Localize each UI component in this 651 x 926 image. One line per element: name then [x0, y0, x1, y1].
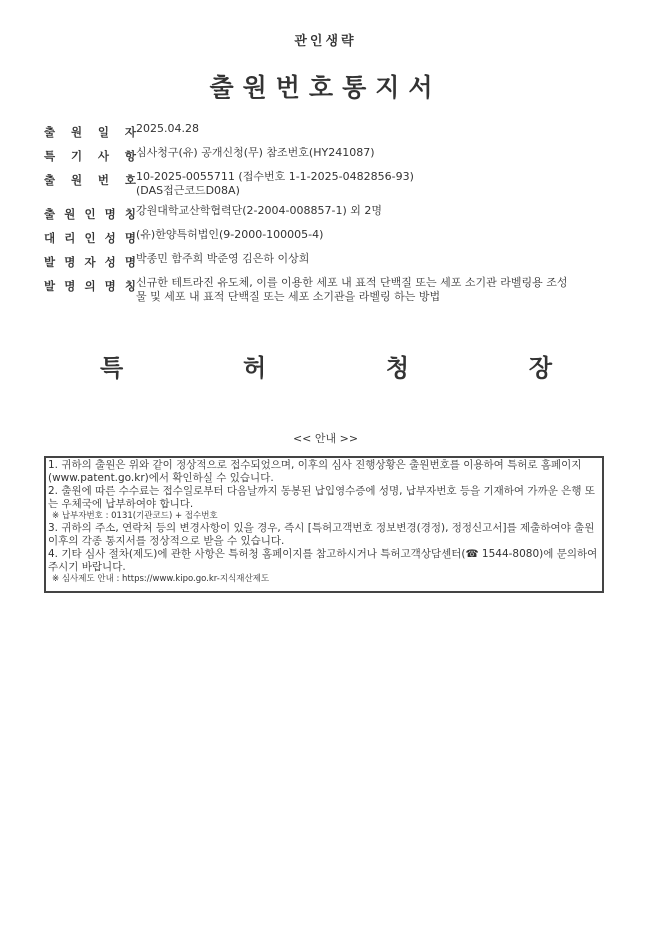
- guide-box: [44, 456, 604, 593]
- application-info-table: [44, 122, 614, 310]
- info-label: 출 원 번 호: [44, 173, 136, 187]
- authority-character: 장: [528, 354, 552, 382]
- info-value: [136, 122, 614, 136]
- info-value-line: 물 및 세포 내 표적 단백질 또는 세포 소기관을 라벨링 하는 방법: [136, 290, 441, 303]
- info-value-line: 강원대학교산학협력단(2-2004-008857-1) 외 2명: [136, 204, 382, 217]
- info-label: 발 명 의 명 칭: [44, 279, 136, 293]
- guide-heading: << 안내 >>: [292, 432, 359, 445]
- issuing-authority: [100, 348, 552, 383]
- info-row: [44, 170, 614, 198]
- authority-character: 청: [385, 354, 410, 382]
- info-value: [136, 252, 614, 266]
- guide-note: ※ 심사제도 안내 : https://www.kipo.go.kr-지식재산제도: [52, 574, 270, 584]
- info-value-line: 박종민 함주희 박준영 김은하 이상희: [136, 252, 310, 265]
- info-label: 발 명 자 성 명: [44, 255, 136, 269]
- info-value-line: 2025.04.28: [136, 122, 199, 135]
- info-label: 대 리 인 성 명: [44, 231, 136, 245]
- info-value-line: (유)한양특허법인(9-2000-100005-4): [136, 228, 324, 241]
- info-row: [44, 204, 614, 222]
- info-row: [44, 276, 614, 304]
- guide-item: 1. 귀하의 출원은 위와 같이 정상적으로 접수되었으며, 이후의 심사 진행상황은 출원번호를 이용하여 특허로 홈페이지(www.patent.go.kr)에서 확인하실 수 있습니다.: [48, 459, 582, 484]
- info-value-line: 심사청구(유) 공개신청(무) 참조번호(HY241087): [136, 146, 375, 159]
- seal-omitted-label: 관인생략: [294, 34, 357, 49]
- info-value-line: 10-2025-0055711 (접수번호 1-1-2025-0482856-93): [136, 170, 414, 183]
- guide-item: 4. 기타 심사 절차(제도)에 관한 사항은 특허청 홈페이지를 참고하시거나 특허고객상담센터(☎ 1544-8080)에 문의하여 주시기 바랍니다.: [48, 548, 598, 573]
- guide-note: ※ 납부자번호 : 0131(기관코드) + 접수번호: [52, 511, 218, 521]
- info-row: [44, 122, 614, 140]
- info-value: [136, 276, 614, 304]
- info-value: [136, 228, 614, 242]
- authority-character: 특: [100, 354, 124, 382]
- info-label: 출 원 인 명 칭: [44, 207, 136, 221]
- authority-character: 허: [242, 354, 267, 382]
- document-title: 출원번호통지서: [209, 73, 442, 102]
- info-value: [136, 146, 614, 160]
- info-label: 특 기 사 항: [44, 149, 136, 163]
- info-row: [44, 228, 614, 246]
- guide-item: 3. 귀하의 주소, 연락처 등의 변경사항이 있을 경우, 즉시 [특허고객번호 정보변경(경정), 정정신고서]를 제출하여야 출원 이후의 각종 통지서를 정상적으로 받을 수 있습니다.: [48, 522, 595, 547]
- info-value: [136, 204, 614, 218]
- guide-item: 2. 출원에 따른 수수료는 접수일로부터 다음날까지 동봉된 납입영수증에 성명, 납부자번호 등을 기재하여 가까운 은행 또는 우체국에 납부하여야 합니다.: [48, 485, 595, 510]
- info-row: [44, 252, 614, 270]
- info-row: [44, 146, 614, 164]
- info-value: [136, 170, 614, 198]
- info-value-line: (DAS접근코드D08A): [136, 184, 240, 197]
- info-label: 출 원 일 자: [44, 125, 136, 139]
- info-value-line: 신규한 테트라진 유도체, 이를 이용한 세포 내 표적 단백질 또는 세포 소기관 라벨링용 조성: [136, 276, 568, 289]
